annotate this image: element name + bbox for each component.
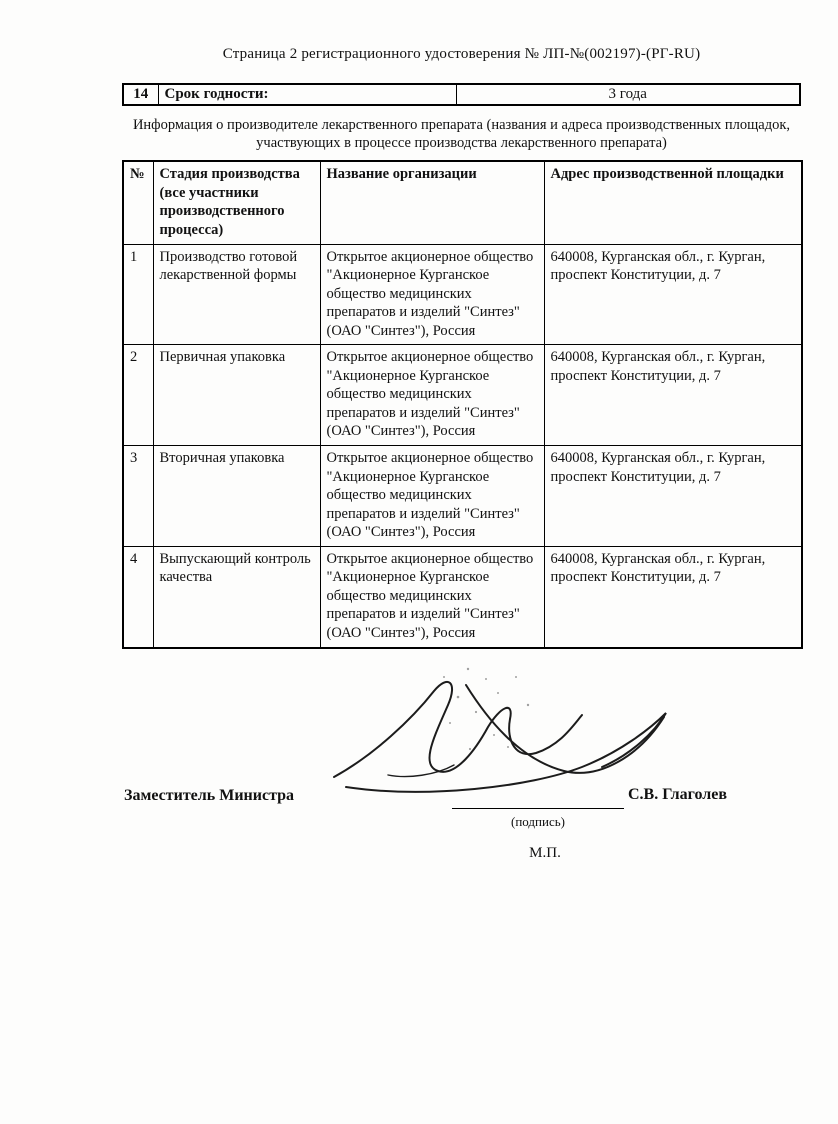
address-cell: 640008, Курганская обл., г. Курган, проспект Конституции, д. 7 — [544, 446, 802, 547]
row-number-cell: 1 — [123, 244, 153, 345]
address-cell: 640008, Курганская обл., г. Курган, проспект Конституции, д. 7 — [544, 345, 802, 446]
address-cell: 640008, Курганская обл., г. Курган, проспект Конституции, д. 7 — [544, 244, 802, 345]
table-row — [123, 546, 802, 647]
organization-cell: Открытое акционерное общество "Акционерное Курганское общество медицинских препаратов и изделий "Синтез" (ОАО "Синтез"), Россия — [320, 345, 544, 446]
manufacturer-table — [122, 160, 803, 648]
seal-label: М.П. — [529, 844, 561, 861]
row-number-cell: 4 — [123, 546, 153, 647]
signatory-name: С.В. Глаголев — [628, 785, 727, 803]
shelf-life-label: Срок годности: — [158, 84, 456, 105]
deputy-minister-label: Заместитель Министра — [124, 786, 295, 804]
col-header-stage: Стадия производства (все участники производственного процесса) — [153, 161, 320, 244]
table-row — [123, 345, 802, 446]
table-row — [123, 446, 802, 547]
page-header: Страница 2 регистрационного удостоверения № ЛП-№(002197)-(РГ-RU) — [222, 46, 701, 62]
organization-cell: Открытое акционерное общество "Акционерное Курганское общество медицинских препаратов и изделий "Синтез" (ОАО "Синтез"), Россия — [320, 244, 544, 345]
table-row — [123, 84, 800, 105]
stage-cell: Производство готовой лекарственной формы — [153, 244, 320, 345]
col-header-address: Адрес производственной площадки — [544, 161, 802, 244]
stage-cell: Вторичная упаковка — [153, 446, 320, 547]
stage-cell: Выпускающий контроль качества — [153, 546, 320, 647]
row-number-cell: 2 — [123, 345, 153, 446]
stage-cell: Первичная упаковка — [153, 345, 320, 446]
signature-line — [452, 808, 624, 809]
signature-caption: (подпись) — [511, 813, 565, 829]
table-header-row — [123, 161, 802, 244]
row-number-cell: 3 — [123, 446, 153, 547]
organization-cell: Открытое акционерное общество "Акционерное Курганское общество медицинских препаратов и изделий "Синтез" (ОАО "Синтез"), Россия — [320, 446, 544, 547]
signature-section — [122, 655, 801, 985]
row-number-cell: 14 — [123, 84, 158, 105]
col-header-organization: Название организации — [320, 161, 544, 244]
organization-cell: Открытое акционерное общество "Акционерное Курганское общество медицинских препаратов и изделий "Синтез" (ОАО "Синтез"), Россия — [320, 546, 544, 647]
address-cell: 640008, Курганская обл., г. Курган, проспект Конституции, д. 7 — [544, 546, 802, 647]
signature-image — [318, 657, 678, 809]
document-content — [122, 46, 801, 985]
shelf-life-value: 3 года — [456, 84, 800, 105]
col-header-number: № — [123, 161, 153, 244]
shelf-life-table — [122, 83, 801, 106]
table-row — [123, 244, 802, 345]
manufacturer-info-caption: Информация о производителе лекарственного препарата (названия и адреса производственных площадок, участвующих в процессе производства лекарственного препарата) — [132, 117, 791, 151]
